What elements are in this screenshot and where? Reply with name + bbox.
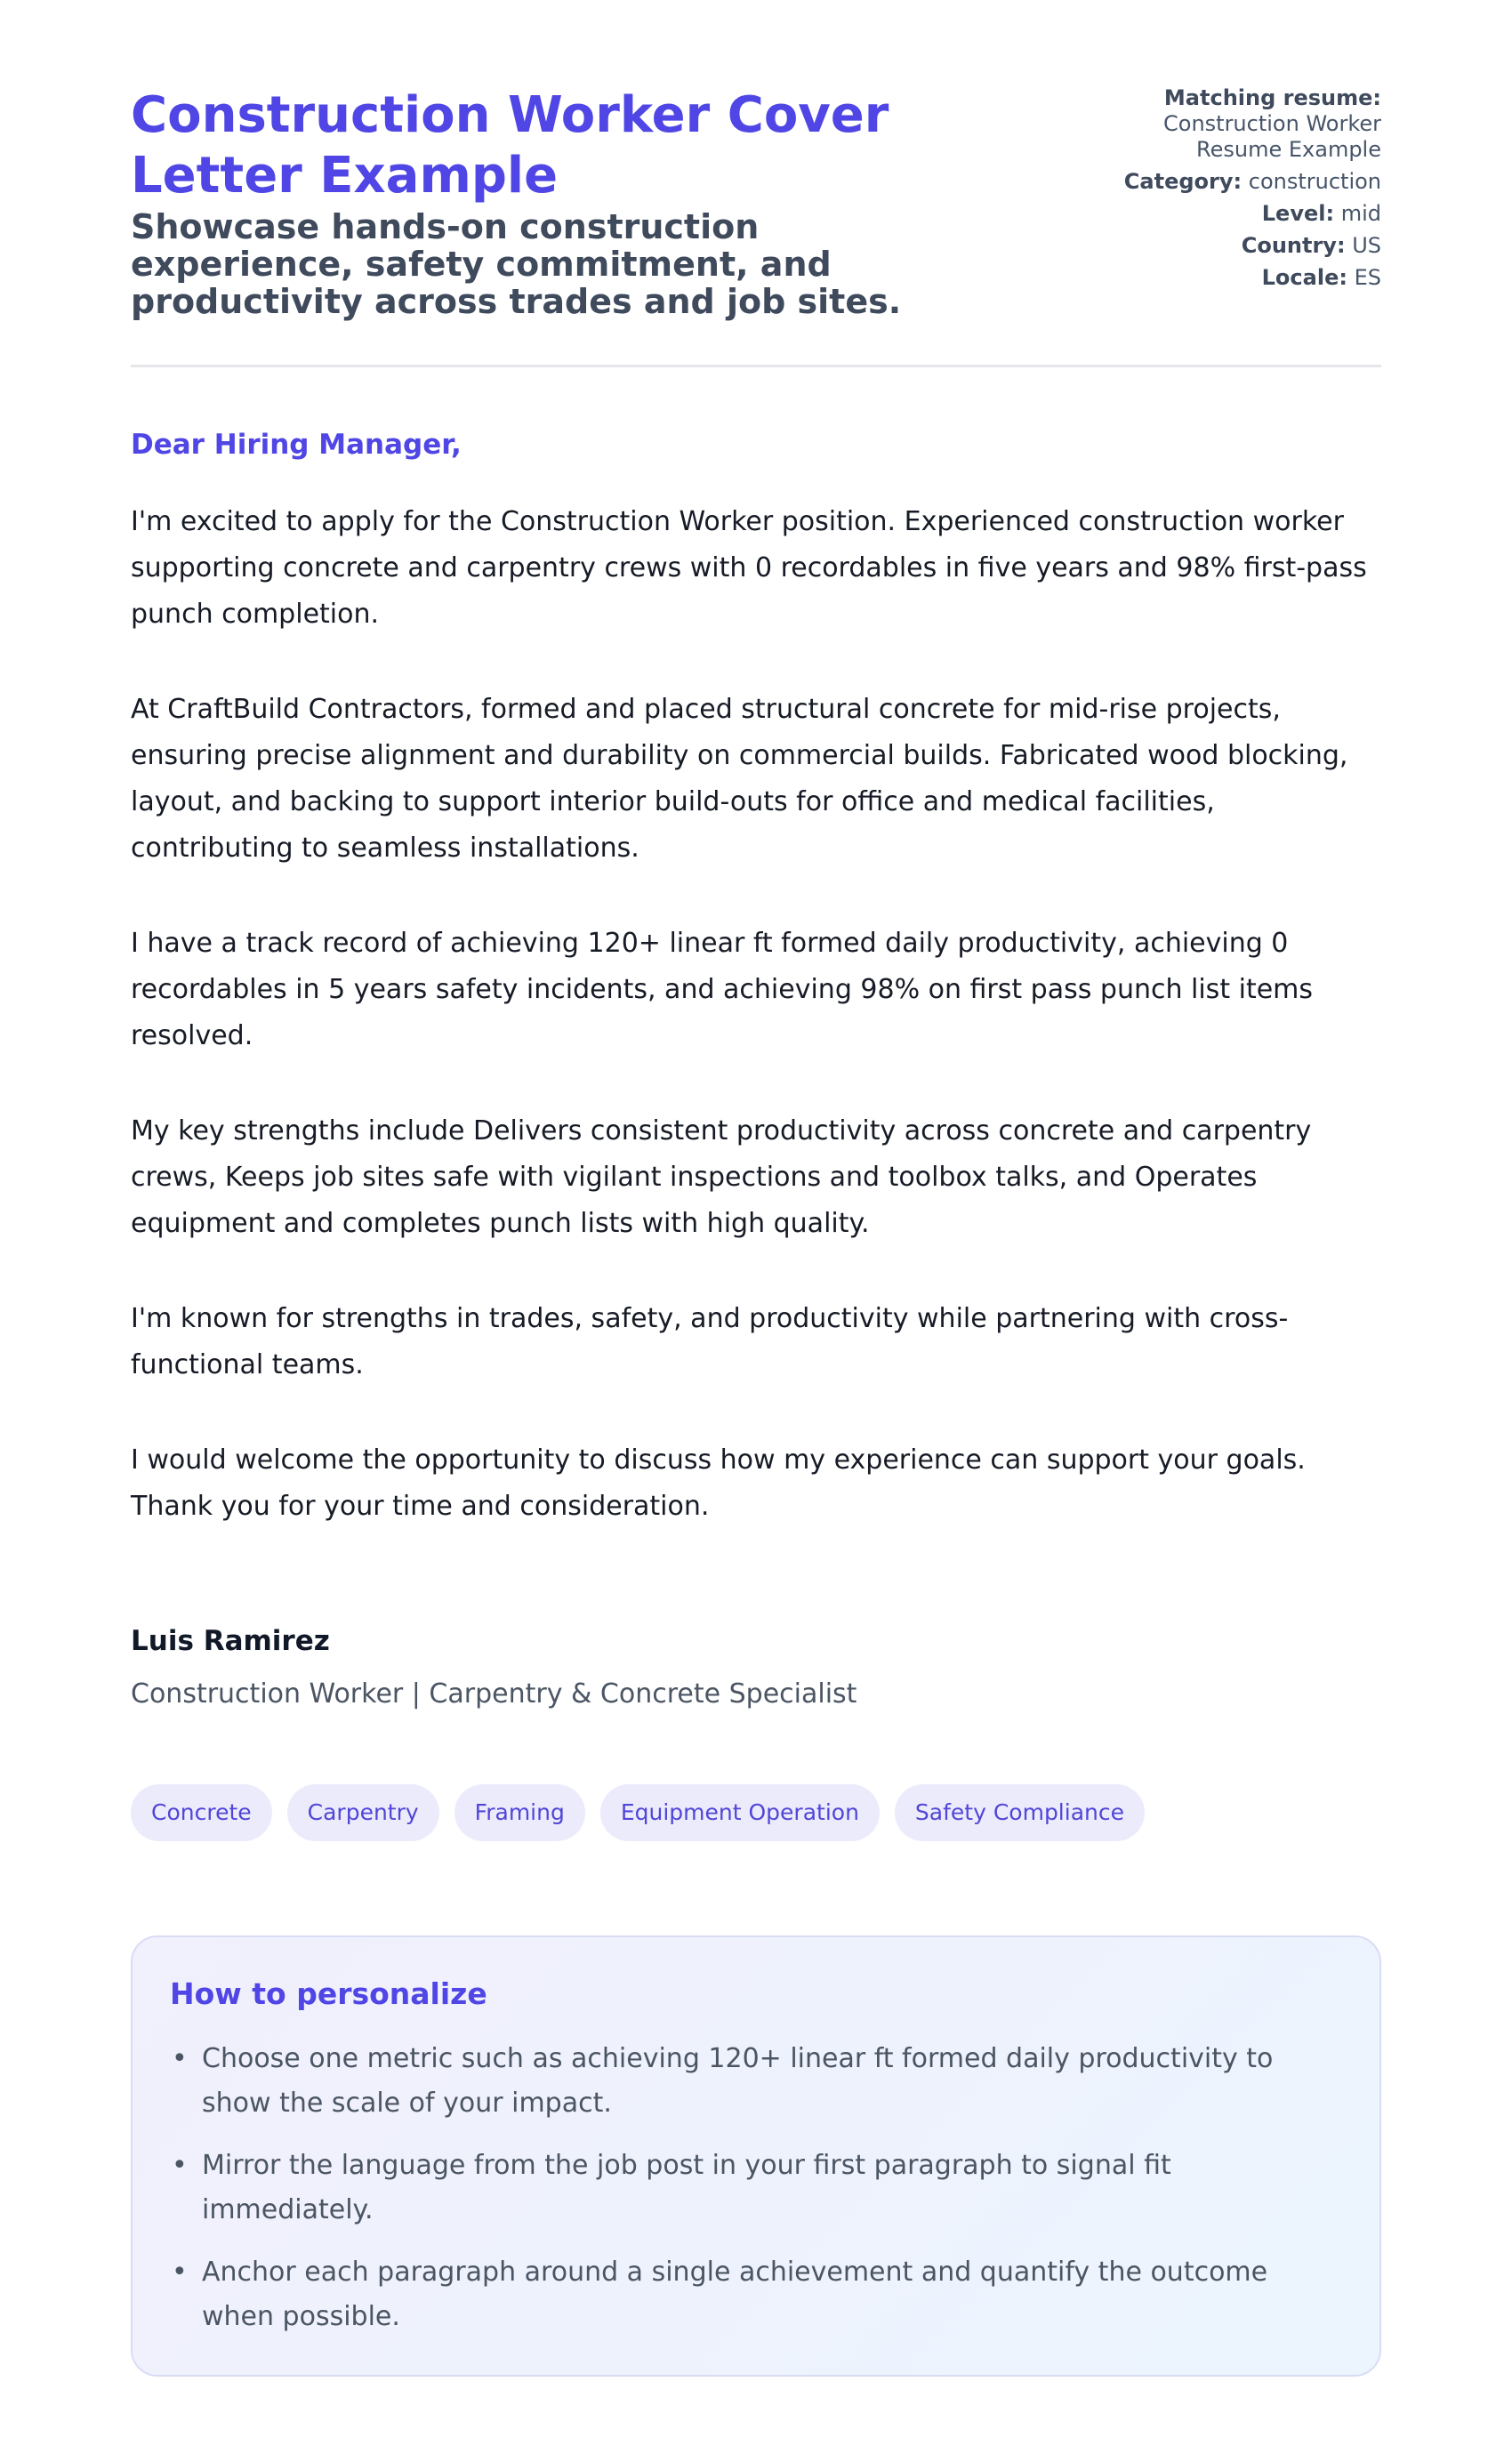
skill-tag: Carpentry bbox=[287, 1784, 439, 1841]
personalize-tips-box bbox=[131, 1935, 1381, 2377]
signature-block bbox=[131, 1624, 1381, 1711]
meta-label: Category: bbox=[1123, 169, 1243, 194]
letter-paragraph: I'm known for strengths in trades, safety, and productivity while partnering with cross-functional teams. bbox=[131, 1303, 1289, 1380]
page-subtitle: Showcase hands-on construction experience, safety commitment, and productivity across trades and job sites. bbox=[131, 207, 902, 321]
page-title: Construction Worker Cover Letter Example bbox=[131, 86, 889, 205]
letter-paragraph: My key strengths include Delivers consistent productivity across concrete and carpentry crews, Keeps job sites safe with vigilant inspections and toolbox talks, and Operates equipment and completes punch lists with high quality. bbox=[131, 1115, 1312, 1239]
bullet-icon: • bbox=[172, 2150, 188, 2181]
bullet-icon: • bbox=[172, 2043, 188, 2074]
tip-item bbox=[172, 2144, 1342, 2233]
skill-tag: Equipment Operation bbox=[600, 1784, 880, 1841]
letter-body bbox=[131, 428, 1381, 1530]
signer-name: Luis Ramirez bbox=[131, 1625, 330, 1657]
letter-paragraph: I have a track record of achieving 120+ linear ft formed daily productivity, achieving 0 recordables in 5 years safety incidents, and achieving 98% on first pass punch list items resolved. bbox=[131, 928, 1314, 1051]
meta-country bbox=[1008, 233, 1381, 259]
tip-item bbox=[172, 2250, 1342, 2339]
letter-paragraph: At CraftBuild Contractors, formed and placed structural concrete for mid-rise projects, ensuring precise alignment and durability on commercial builds. Fabricated wood blocking, layout, and backing to support interior build-outs for office and medical facilities, contributing to seamless installations. bbox=[131, 694, 1348, 864]
signer-title: Construction Worker | Carpentry & Concrete Specialist bbox=[131, 1678, 857, 1710]
meta-value: construction bbox=[1248, 169, 1381, 194]
tip-text: Mirror the language from the job post in your first paragraph to signal fit immediately. bbox=[202, 2150, 1171, 2225]
meta-label: Matching resume: bbox=[1163, 85, 1381, 110]
header-titles bbox=[131, 85, 985, 320]
tips-list bbox=[170, 2037, 1342, 2339]
meta-label: Level: bbox=[1261, 201, 1335, 226]
meta-locale bbox=[1008, 265, 1381, 291]
tip-text: Anchor each paragraph around a single achievement and quantify the outcome when possible. bbox=[202, 2257, 1268, 2332]
letter-paragraph: I'm excited to apply for the Construction Worker position. Experienced construction worker supporting concrete and carpentry crews with 0 recordables in five years and 98% first-pass punch completion. bbox=[131, 506, 1367, 630]
skill-tag: Framing bbox=[454, 1784, 585, 1841]
metadata-panel bbox=[1008, 85, 1381, 297]
tip-item bbox=[172, 2037, 1342, 2126]
meta-level bbox=[1008, 201, 1381, 227]
tip-text: Choose one metric such as achieving 120+ linear ft formed daily productivity to show the scale of your impact. bbox=[202, 2043, 1274, 2119]
cover-letter-page bbox=[131, 0, 1381, 2377]
skill-tag: Safety Compliance bbox=[895, 1784, 1145, 1841]
matching-resume-link-line2[interactable]: Resume Example bbox=[1196, 137, 1381, 162]
meta-value: US bbox=[1352, 233, 1381, 258]
matching-resume-link-line1[interactable]: Construction Worker bbox=[1163, 111, 1381, 136]
page-header bbox=[131, 85, 1381, 367]
meta-value: ES bbox=[1354, 265, 1381, 290]
meta-value: mid bbox=[1340, 201, 1381, 226]
skill-tags bbox=[131, 1784, 1381, 1841]
bullet-icon: • bbox=[172, 2257, 188, 2288]
tips-title: How to personalize bbox=[170, 1976, 487, 2011]
meta-matching-resume bbox=[1008, 85, 1381, 163]
meta-label: Locale: bbox=[1261, 265, 1347, 290]
letter-greeting: Dear Hiring Manager, bbox=[131, 429, 462, 461]
meta-label: Country: bbox=[1241, 233, 1346, 258]
meta-category bbox=[1008, 169, 1381, 195]
letter-paragraph: I would welcome the opportunity to discuss how my experience can support your goals. Thank you for your time and consideration. bbox=[131, 1444, 1306, 1522]
skill-tag: Concrete bbox=[131, 1784, 272, 1841]
